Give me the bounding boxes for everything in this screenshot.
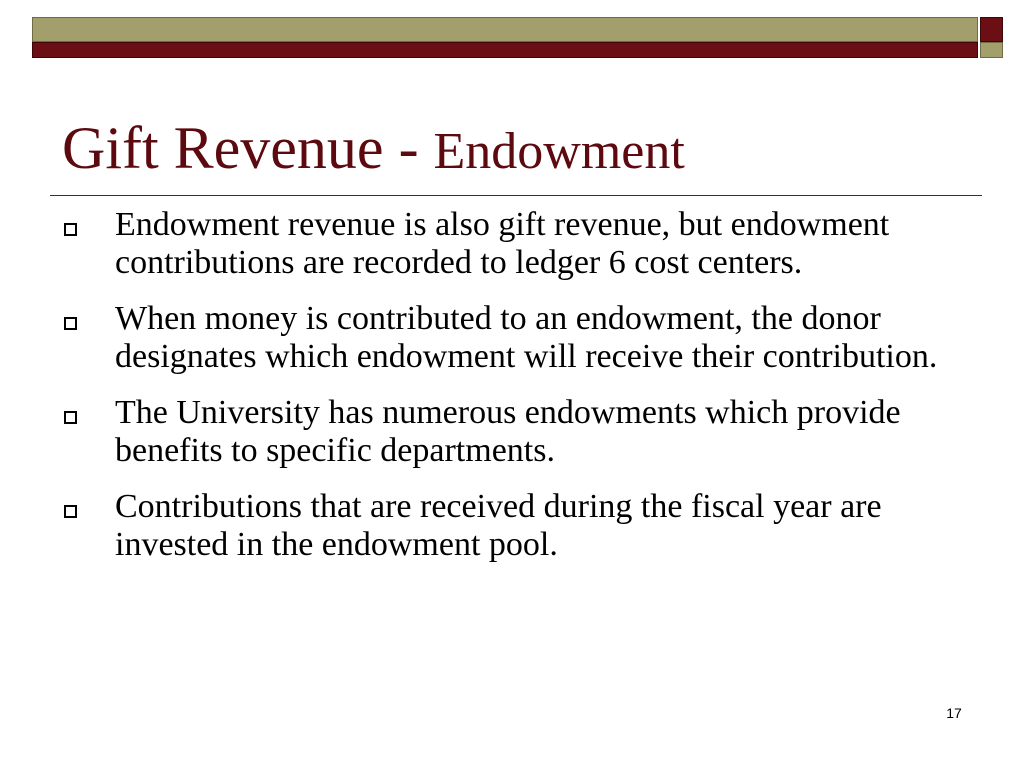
bullet-item xyxy=(60,206,980,282)
header-corner-olive xyxy=(980,42,1003,58)
hollow-square-bullet-icon xyxy=(64,223,77,236)
slide-title-sub: Endowment xyxy=(433,123,685,180)
hollow-square-bullet-icon xyxy=(64,411,77,424)
bullet-list xyxy=(60,206,980,582)
bullet-text: When money is contributed to an endowment, the donor designates which endowment will receive their contribution. xyxy=(115,300,938,375)
bullet-item xyxy=(60,394,980,470)
hollow-square-bullet-icon xyxy=(64,317,77,330)
page-number: 17 xyxy=(946,705,962,721)
header-corner-maroon xyxy=(980,17,1003,42)
header-band-olive xyxy=(32,17,978,42)
title-divider xyxy=(50,195,982,196)
slide-title-main: Gift Revenue - xyxy=(62,115,434,181)
bullet-item xyxy=(60,488,980,564)
slide-title xyxy=(62,115,685,181)
hollow-square-bullet-icon xyxy=(64,505,77,518)
bullet-text: Endowment revenue is also gift revenue, but endowment contributions are recorded to ledger 6 cost centers. xyxy=(115,206,890,281)
bullet-text: The University has numerous endowments which provide benefits to specific departments. xyxy=(115,394,901,469)
header-band-maroon xyxy=(32,42,978,58)
bullet-text: Contributions that are received during the fiscal year are invested in the endowment pool. xyxy=(115,488,882,563)
bullet-item xyxy=(60,300,980,376)
